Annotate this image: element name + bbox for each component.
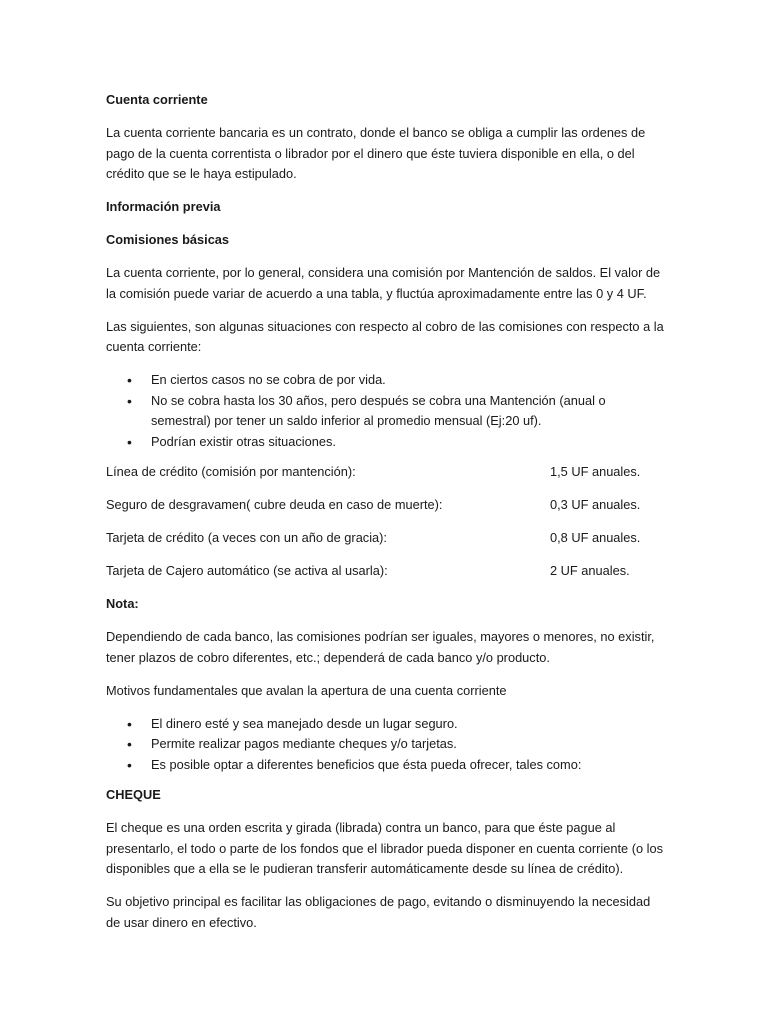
document-body [106,90,666,933]
document-title: Cuenta corriente [106,92,208,107]
fee-label: Línea de crédito (comisión por mantención): [106,464,356,479]
fee-row [106,495,666,516]
fee-label: Seguro de desgravamen( cubre deuda en caso de muerte): [106,497,443,512]
list-item: • El dinero esté y sea manejado desde un lugar seguro. [106,714,666,735]
reasons-intro: Motivos fundamentales que avalan la apertura de una cuenta corriente [106,682,507,698]
list-item: • En ciertos casos no se cobra de por vida. [106,370,666,391]
commissions-heading: Comisiones básicas [106,232,230,247]
commissions-paragraph: La cuenta corriente, por lo general, considera una comisión por Mantención de saldos. El valor de la comisión puede variar de acuerdo a una tabla, y fluctúa aproximadamente entre las 0 y 4 UF. [106,265,661,301]
list-item: • No se cobra hasta los 30 años, pero después se cobra una Mantención (anual o semestral) por tener un saldo inferior al promedio mensual (Ej:20 uf). [106,391,666,432]
fee-value: 2 UF anuales. [550,563,630,578]
list-item: • Es posible optar a diferentes beneficios que ésta pueda ofrecer, tales como: [106,755,666,776]
list-item: • Podrían existir otras situaciones. [106,432,666,453]
fee-value: 0,3 UF anuales. [550,497,641,512]
fee-row [106,528,666,549]
situations-list [106,370,666,452]
cheque-heading: CHEQUE [106,787,161,802]
intro-paragraph: La cuenta corriente bancaria es un contrato, donde el banco se obliga a cumplir las ordenes de pago de la cuenta correntista o librador por el dinero que éste tuviera disponible en ella, o del crédito que se le haya estipulado. [106,125,646,181]
cheque-paragraph: El cheque es una orden escrita y girada (librada) contra un banco, para que éste pague al presentarlo, el todo o parte de los fondos que el librador pueda disponer en cuenta corriente (o los disponibles que a ella se le pudieran transferir automáticamente desde su línea de crédito). [106,820,664,876]
fee-row [106,561,666,582]
fee-label: Tarjeta de Cajero automático (se activa al usarla): [106,563,388,578]
fee-row [106,462,666,483]
list-item: • Permite realizar pagos mediante cheques y/o tarjetas. [106,734,666,755]
info-heading: Información previa [106,199,221,214]
note-heading: Nota: [106,596,139,611]
fee-value: 1,5 UF anuales. [550,464,641,479]
fee-label: Tarjeta de crédito (a veces con un año de gracia): [106,530,387,545]
note-paragraph: Dependiendo de cada banco, las comisiones podrían ser iguales, mayores o menores, no existir, tener plazos de cobro diferentes, etc.; dependerá de cada banco y/o producto. [106,629,655,665]
situations-intro: Las siguientes, son algunas situaciones con respecto al cobro de las comisiones con respecto a la cuenta corriente: [106,318,664,354]
reasons-list [106,714,666,776]
fee-value: 0,8 UF anuales. [550,530,641,545]
fees-table [106,462,666,582]
objective-paragraph: Su objetivo principal es facilitar las obligaciones de pago, evitando o disminuyendo la necesidad de usar dinero en efectivo. [106,894,651,930]
